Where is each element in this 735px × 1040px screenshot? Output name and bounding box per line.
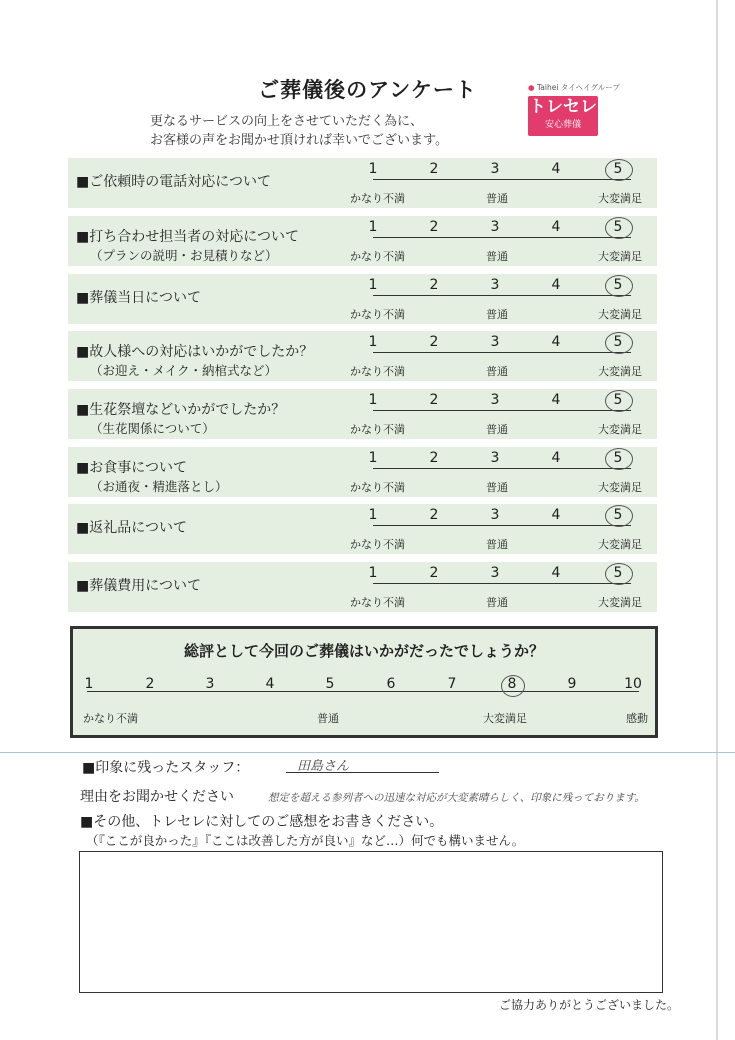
question-row <box>68 504 657 554</box>
summary-option-7[interactable]: 7 <box>447 676 457 692</box>
rating-option-5[interactable]: 5 <box>613 507 623 523</box>
scale-label-mid: 普通 <box>486 365 508 378</box>
reason-label: 理由をお聞かせください <box>80 789 234 805</box>
rating-option-3[interactable]: 3 <box>490 507 500 523</box>
rating-option-3[interactable]: 3 <box>490 277 500 293</box>
subtitle-line-1: 更なるサービスの向上をさせていただく為に、 <box>150 114 424 129</box>
summary-label-high: 大変満足 <box>483 712 527 725</box>
other-comments-box[interactable] <box>79 851 663 993</box>
scale-label-mid: 普通 <box>486 308 508 321</box>
scale-label-low: かなり不満 <box>350 481 405 494</box>
rating-option-4[interactable]: 4 <box>551 565 561 581</box>
summary-selected-circle-mark <box>501 675 525 697</box>
scale-label-mid: 普通 <box>486 481 508 494</box>
scan-edge <box>716 0 718 1040</box>
question-title: ■ご依頼時の電話対応について <box>76 174 271 190</box>
scale-label-mid: 普通 <box>486 423 508 436</box>
other-comments-label: ■その他、トレセレに対してのご感想をお書きください。 <box>80 814 444 830</box>
rating-scale-line <box>373 468 631 469</box>
rating-option-2[interactable]: 2 <box>429 450 439 466</box>
rating-option-5[interactable]: 5 <box>613 450 623 466</box>
summary-option-10[interactable]: 10 <box>624 676 642 692</box>
summary-option-5[interactable]: 5 <box>325 676 335 692</box>
section-divider <box>0 752 735 753</box>
rating-option-4[interactable]: 4 <box>551 507 561 523</box>
summary-option-4[interactable]: 4 <box>265 676 275 692</box>
rating-option-1[interactable]: 1 <box>368 334 378 350</box>
scale-label-high: 大変満足 <box>598 538 642 551</box>
rating-option-1[interactable]: 1 <box>368 161 378 177</box>
question-row <box>68 158 657 208</box>
summary-option-3[interactable]: 3 <box>205 676 215 692</box>
question-row <box>68 389 657 439</box>
selected-circle-mark <box>605 448 633 470</box>
staff-label: ■印象に残ったスタッフ： <box>82 760 250 776</box>
question-title: ■打ち合わせ担当者の対応について <box>76 229 299 245</box>
question-row <box>68 447 657 497</box>
scale-label-high: 大変満足 <box>598 481 642 494</box>
scale-label-low: かなり不満 <box>350 365 405 378</box>
selected-circle-mark <box>605 390 633 412</box>
summary-question: 総評として今回のご葬儀はいかがだったでしょうか？ <box>183 642 544 660</box>
rating-option-2[interactable]: 2 <box>429 277 439 293</box>
question-row <box>68 562 657 612</box>
question-subtitle: （お通夜・精進落とし） <box>90 479 228 494</box>
summary-option-9[interactable]: 9 <box>567 676 577 692</box>
selected-circle-mark <box>605 563 633 585</box>
brand-block <box>528 82 648 136</box>
scale-label-high: 大変満足 <box>598 308 642 321</box>
rating-option-1[interactable]: 1 <box>368 277 378 293</box>
brand-tagline: 安心葬儀 <box>544 120 581 130</box>
selected-circle-mark <box>605 332 633 354</box>
question-subtitle: （プランの説明・お見積りなど） <box>90 248 278 263</box>
brand-logo-text: トレセレ <box>529 97 597 117</box>
rating-option-3[interactable]: 3 <box>490 392 500 408</box>
scale-label-low: かなり不満 <box>350 423 405 436</box>
rating-option-3[interactable]: 3 <box>490 334 500 350</box>
rating-option-4[interactable]: 4 <box>551 161 561 177</box>
rating-option-5[interactable]: 5 <box>613 392 623 408</box>
selected-circle-mark <box>605 159 633 181</box>
scale-label-high: 大変満足 <box>598 250 642 263</box>
scale-label-high: 大変満足 <box>598 192 642 205</box>
rating-option-2[interactable]: 2 <box>429 334 439 350</box>
scale-label-low: かなり不満 <box>350 250 405 263</box>
rating-option-5[interactable]: 5 <box>613 277 623 293</box>
subtitle-line-2: お客様の声をお聞かせ頂ければ幸いでございます。 <box>150 133 448 148</box>
reason-text-handwritten[interactable]: 想定を超える参列者への迅速な対応が大変素晴らしく、印象に残っております。 <box>268 792 645 804</box>
scale-label-mid: 普通 <box>486 250 508 263</box>
rating-option-4[interactable]: 4 <box>551 277 561 293</box>
summary-scale-line <box>87 691 639 692</box>
scale-label-low: かなり不満 <box>350 308 405 321</box>
rating-scale-line <box>373 352 631 353</box>
question-row <box>68 216 657 266</box>
selected-circle-mark <box>605 275 633 297</box>
question-title: ■葬儀当日について <box>76 290 201 306</box>
rating-option-3[interactable]: 3 <box>490 161 500 177</box>
summary-box <box>70 626 658 738</box>
rating-option-2[interactable]: 2 <box>429 161 439 177</box>
scale-label-high: 大変満足 <box>598 423 642 436</box>
question-title: ■返礼品について <box>76 520 187 536</box>
summary-option-8[interactable]: 8 <box>507 676 517 692</box>
rating-option-2[interactable]: 2 <box>429 392 439 408</box>
rating-scale-line <box>373 295 631 296</box>
scale-label-high: 大変満足 <box>598 365 642 378</box>
scale-label-mid: 普通 <box>486 596 508 609</box>
selected-circle-mark <box>605 505 633 527</box>
thanks-text: ご協力ありがとうございました。 <box>498 998 679 1012</box>
rating-option-1[interactable]: 1 <box>368 450 378 466</box>
rating-option-4[interactable]: 4 <box>551 450 561 466</box>
rating-scale-line <box>373 237 631 238</box>
staff-name-handwritten[interactable]: 田島さん <box>297 759 350 774</box>
rating-option-5[interactable]: 5 <box>613 161 623 177</box>
rating-option-1[interactable]: 1 <box>368 392 378 408</box>
rating-option-4[interactable]: 4 <box>551 392 561 408</box>
brand-group-label <box>528 82 648 93</box>
brand-logo <box>528 96 598 136</box>
rating-option-4[interactable]: 4 <box>551 334 561 350</box>
question-title: ■生花祭壇などいかがでしたか？ <box>76 402 286 418</box>
question-title: ■葬儀費用について <box>76 578 201 594</box>
summary-label-mid: 普通 <box>317 712 339 725</box>
summary-option-6[interactable]: 6 <box>386 676 396 692</box>
rating-option-1[interactable]: 1 <box>368 219 378 235</box>
rating-option-3[interactable]: 3 <box>490 565 500 581</box>
summary-option-2[interactable]: 2 <box>145 676 155 692</box>
rating-option-5[interactable]: 5 <box>613 565 623 581</box>
rating-option-2[interactable]: 2 <box>429 219 439 235</box>
brand-mark-icon: ● <box>528 83 535 92</box>
rating-option-3[interactable]: 3 <box>490 219 500 235</box>
question-subtitle: （お迎え・メイク・納棺式など） <box>90 363 278 378</box>
rating-scale-line <box>373 410 631 411</box>
rating-option-1[interactable]: 1 <box>368 507 378 523</box>
question-subtitle: （生花関係について） <box>90 421 215 436</box>
rating-option-3[interactable]: 3 <box>490 450 500 466</box>
question-title: ■故人様への対応はいかがでしたか？ <box>76 344 314 360</box>
scale-label-high: 大変満足 <box>598 596 642 609</box>
question-row <box>68 274 657 324</box>
rating-option-2[interactable]: 2 <box>429 565 439 581</box>
scale-label-mid: 普通 <box>486 192 508 205</box>
page-title: ご葬儀後のアンケート <box>258 78 477 102</box>
brand-group-text: Taihei タイヘイグループ <box>536 83 620 92</box>
selected-circle-mark <box>605 217 633 239</box>
rating-option-5[interactable]: 5 <box>613 219 623 235</box>
question-row <box>68 331 657 381</box>
scale-label-low: かなり不満 <box>350 538 405 551</box>
scale-label-mid: 普通 <box>486 538 508 551</box>
rating-scale-line <box>373 583 631 584</box>
other-comments-example: （『ここが良かった』『ここは改善した方が良い』など…）何でも構いません。 <box>86 833 525 848</box>
scale-label-low: かなり不満 <box>350 192 405 205</box>
rating-scale-line <box>373 525 631 526</box>
rating-option-4[interactable]: 4 <box>551 219 561 235</box>
summary-label-top: 感動 <box>626 712 648 725</box>
rating-option-1[interactable]: 1 <box>368 565 378 581</box>
scale-label-low: かなり不満 <box>350 596 405 609</box>
summary-option-1[interactable]: 1 <box>84 676 94 692</box>
rating-scale-line <box>373 179 631 180</box>
question-title: ■お食事について <box>76 460 187 476</box>
rating-option-5[interactable]: 5 <box>613 334 623 350</box>
summary-label-low: かなり不満 <box>83 712 138 725</box>
rating-option-2[interactable]: 2 <box>429 507 439 523</box>
